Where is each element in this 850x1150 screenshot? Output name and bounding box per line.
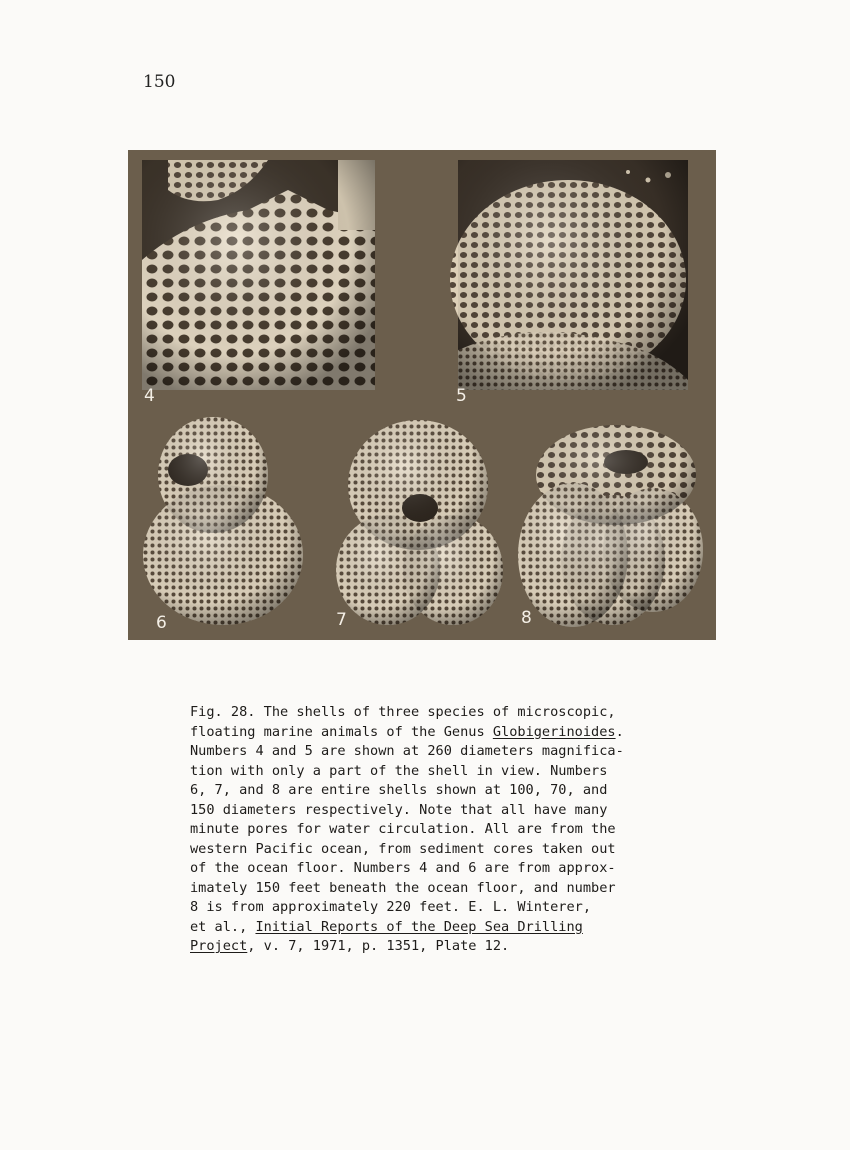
panel-label-5: 5 xyxy=(456,386,467,406)
caption-citation-title-1: Initial Reports of the Deep Sea Drilling xyxy=(255,918,583,935)
caption-genus: Globigerinoides xyxy=(492,723,616,740)
caption-text-1: Fig. 28. The shells of three species of microscopic, floating marine animals of the Genus xyxy=(190,704,616,740)
panel-7-micrograph xyxy=(336,420,503,625)
panel-label-8: 8 xyxy=(521,608,532,628)
caption-text-3: , v. 7, 1971, p. 1351, Plate 12. xyxy=(247,938,510,954)
panel-label-6: 6 xyxy=(156,613,167,633)
caption-text-2: . Numbers 4 and 5 are shown at 260 diameters magnifica- tion with only a part of the shell in view. Numbers 6, 7, and 8 are entire shells shown at 100, 70, and 150 diameters respectively. Note that all have many minute pores for water circulation. All are from the western Pacific ocean, from sediment cores taken out of the ocean floor. Numbers 4 and 6 are from approx- imately 150 feet beneath the ocean floor, and number 8 is from approximately 220 feet. E. L. Winterer, et al., xyxy=(190,723,624,935)
page-number: 150 xyxy=(143,72,176,92)
panel-5-micrograph xyxy=(450,160,688,390)
micrograph-plate-image xyxy=(128,150,716,640)
panel-label-7: 7 xyxy=(336,610,347,630)
figure-caption xyxy=(190,703,660,957)
panel-6-micrograph xyxy=(143,417,303,625)
caption-citation-title-2: Project xyxy=(190,938,248,954)
panel-8-micrograph xyxy=(518,425,703,627)
panel-label-4: 4 xyxy=(144,386,155,406)
figure-plate xyxy=(128,150,716,640)
panel-4-micrograph xyxy=(142,160,375,390)
